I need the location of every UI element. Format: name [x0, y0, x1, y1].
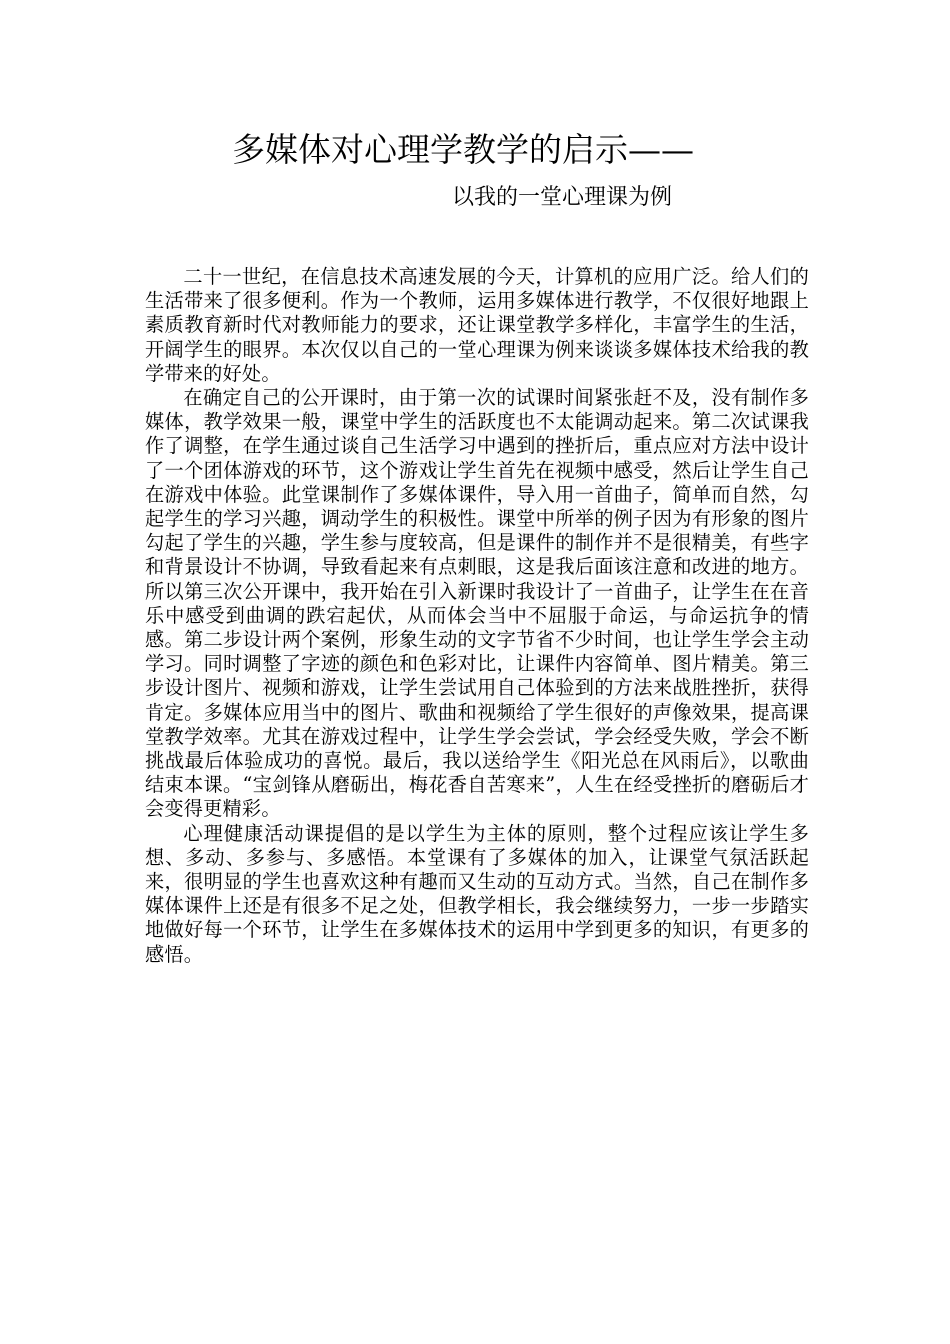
document-subtitle: 以我的一堂心理课为例 — [452, 185, 673, 210]
paragraph-3: 心理健康活动课提倡的是以学生为主体的原则，整个过程应该让学生多想、多动、多参与、多感悟。本堂课有了多媒体的加入，让课堂气氛活跃起来，很明显的学生也喜欢这种有趣而又生动的互动方式。当然，自己在制作多媒体课件上还是有很多不足之处，但教学相长，我会继续努力，一步一步踏实地做好每一个环节，让学生在多媒体技术的运用中学到更多的知识，有更多的感悟。 — [145, 821, 809, 966]
document-title: 多媒体对心理学教学的启示—— — [232, 130, 694, 169]
paragraph-2: 在确定自己的公开课时，由于第一次的试课时间紧张赶不及，没有制作多媒体，教学效果一般，课堂中学生的活跃度也不太能调动起来。第二次试课我作了调整，在学生通过谈自己生活学习中遇到的挫折后，重点应对方法中设计了一个团体游戏的环节，这个游戏让学生首先在视频中感受，然后让学生自己在游戏中体验。此堂课制作了多媒体课件，导入用一首曲子，简单而自然，勾起学生的学习兴趣，调动学生的积极性。课堂中所举的例子因为有形象的图片勾起了学生的兴趣，学生参与度较高，但是课件的制作并不是很精美，有些字和背景设计不协调，导致看起来有点刺眼，这是我后面该注意和改进的地方。所以第三次公开课中，我开始在引入新课时我设计了一首曲子，让学生在在音乐中感受到曲调的跌宕起伏，从而体会当中不屈服于命运，与命运抗争的情感。第二步设计两个案例，形象生动的文字节省不少时间，也让学生学会主动学习。同时调整了字迹的颜色和色彩对比，让课件内容简单、图片精美。第三步设计图片、视频和游戏，让学生尝试用自己体验到的方法来战胜挫折，获得肯定。多媒体应用当中的图片、歌曲和视频给了学生很好的声像效果，提高课堂教学效率。尤其在游戏过程中，让学生学会尝试，学会经受失败，学会不断挑战最后体验成功的喜悦。最后，我以送给学生《阳光总在风雨后》，以歌曲结束本课。“宝剑锋从磨砺出，梅花香自苦寒来”，人生在经受挫折的磨砺后才会变得更精彩。 — [145, 386, 809, 821]
document-body — [145, 265, 809, 967]
paragraph-1: 二十一世纪，在信息技术高速发展的今天，计算机的应用广泛。给人们的生活带来了很多便利。作为一个教师，运用多媒体进行教学，不仅很好地跟上素质教育新时代对教师能力的要求，还让课堂教学多样化，丰富学生的生活，开阔学生的眼界。本次仅以自己的一堂心理课为例来谈谈多媒体技术给我的教学带来的好处。 — [145, 265, 809, 385]
